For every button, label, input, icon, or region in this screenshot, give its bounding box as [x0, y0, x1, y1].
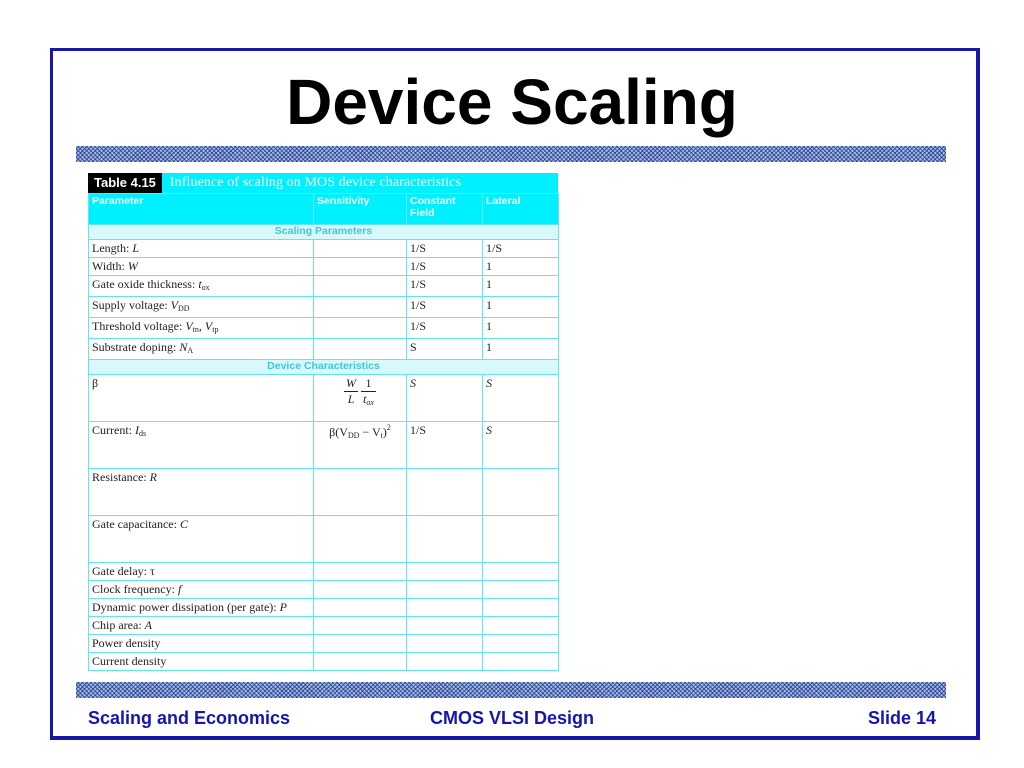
param-label: Threshold voltage: — [92, 319, 186, 333]
param-var: V — [170, 298, 179, 312]
param-label: Substrate doping: — [92, 340, 180, 354]
header-parameter: Parameter — [89, 194, 314, 225]
param-label: Resistance: — [92, 470, 150, 484]
lateral-cell — [483, 653, 559, 671]
header-sensitivity: Sensitivity — [314, 194, 407, 225]
value: S — [410, 376, 416, 390]
scaling-table — [88, 173, 558, 671]
current-formula — [314, 422, 407, 469]
lateral-cell: 1 — [483, 297, 559, 318]
table-row — [89, 276, 559, 297]
formula-superscript: 2 — [386, 423, 391, 432]
param-cell — [89, 599, 314, 617]
lateral-cell — [483, 422, 559, 469]
constant-field-cell: 1/S — [407, 240, 483, 258]
lateral-cell: 1 — [483, 318, 559, 339]
numerator: W — [346, 376, 357, 390]
table-row — [89, 469, 559, 516]
denominator-subscript: ox — [366, 398, 374, 407]
lateral-cell: 1 — [483, 258, 559, 276]
constant-field-cell — [407, 617, 483, 635]
lateral-cell — [483, 635, 559, 653]
param-cell — [89, 339, 314, 360]
param-label: Supply voltage: — [92, 298, 171, 312]
param-var: N — [179, 340, 188, 354]
param-subscript: A — [187, 346, 194, 355]
param-cell: Power density — [89, 635, 314, 653]
param-label: Dynamic power dissipation (per gate): — [92, 600, 280, 614]
sensitivity-cell — [314, 318, 407, 339]
constant-field-cell: S — [407, 339, 483, 360]
table-title: Influence of scaling on MOS device characteristics — [169, 175, 462, 190]
param-cell: Threshold voltage: $V_{tn}$, $V_{tp}$ — [89, 318, 314, 339]
table-row — [89, 375, 559, 422]
param-var: τ — [149, 564, 155, 578]
param-var: R — [149, 470, 157, 484]
sensitivity-cell — [314, 635, 407, 653]
table-body — [88, 193, 559, 671]
constant-field-cell: 1/S — [407, 318, 483, 339]
constant-field-cell — [407, 375, 483, 422]
formula-part: ) — [382, 425, 387, 439]
sensitivity-cell — [314, 599, 407, 617]
param-label: Current: — [92, 423, 135, 437]
constant-field-cell — [407, 581, 483, 599]
sensitivity-cell — [314, 297, 407, 318]
sensitivity-cell — [314, 516, 407, 563]
param-cell — [89, 581, 314, 599]
denominator: L — [347, 392, 355, 406]
param-var: C — [179, 517, 188, 531]
table-row — [89, 599, 559, 617]
table-row — [89, 563, 559, 581]
constant-field-cell — [407, 516, 483, 563]
sensitivity-cell — [314, 617, 407, 635]
constant-field-cell: 1/S — [407, 422, 483, 469]
section-row — [89, 225, 559, 240]
sensitivity-cell — [314, 276, 407, 297]
table-row — [89, 339, 559, 360]
table-caption — [88, 173, 558, 193]
lateral-cell: 1 — [483, 339, 559, 360]
param-cell — [89, 276, 314, 297]
param-label: Gate delay: — [92, 564, 150, 578]
sensitivity-cell — [314, 563, 407, 581]
table-row — [89, 422, 559, 469]
sensitivity-cell — [314, 581, 407, 599]
lateral-cell — [483, 563, 559, 581]
param-var: I — [135, 423, 139, 437]
table-row — [89, 258, 559, 276]
constant-field-cell — [407, 599, 483, 617]
param-var: L — [132, 241, 140, 255]
table-row — [89, 617, 559, 635]
constant-field-cell — [407, 653, 483, 671]
lateral-cell — [483, 469, 559, 516]
fraction-one-over-tox — [361, 376, 376, 407]
slide-title: Device Scaling — [286, 66, 738, 138]
param-cell — [89, 240, 314, 258]
param-cell — [89, 617, 314, 635]
param-subscript: ox — [201, 283, 210, 292]
top-divider — [76, 146, 946, 162]
fraction-w-over-l — [344, 376, 358, 407]
section-device-characteristics: Device Characteristics — [89, 360, 559, 375]
param-var: f — [177, 582, 182, 596]
sensitivity-cell — [314, 653, 407, 671]
param-cell — [89, 297, 314, 318]
param-cell: β — [89, 375, 314, 422]
lateral-cell — [483, 581, 559, 599]
param-var: A — [144, 618, 152, 632]
beta-formula — [314, 375, 407, 422]
sensitivity-cell — [314, 339, 407, 360]
param-var: t — [198, 277, 202, 291]
table-header-row — [89, 194, 559, 225]
formula-subscript: DD — [347, 431, 360, 440]
value: S — [486, 423, 492, 437]
param-subscript: tp — [212, 325, 219, 334]
table-row — [89, 635, 559, 653]
sensitivity-cell — [314, 240, 407, 258]
formula-part: β(V — [329, 425, 348, 439]
footer-section-title: Scaling and Economics — [88, 708, 291, 728]
section-scaling-parameters: Scaling Parameters — [89, 225, 559, 240]
param-subscript: DD — [178, 304, 190, 313]
table-row — [89, 516, 559, 563]
header-constant-field: Constant Field — [407, 194, 483, 225]
param-var: W — [127, 259, 138, 273]
param-cell — [89, 516, 314, 563]
lateral-cell — [483, 375, 559, 422]
formula-subscript: t — [380, 431, 383, 440]
param-label: Width: — [92, 259, 128, 273]
table-number: Table 4.15 — [88, 173, 162, 193]
constant-field-cell: 1/S — [407, 297, 483, 318]
param-cell — [89, 422, 314, 469]
denominator-var: t — [363, 392, 367, 406]
header-lateral: Lateral — [483, 194, 559, 225]
section-row — [89, 360, 559, 375]
lateral-cell — [483, 617, 559, 635]
numerator: 1 — [361, 376, 376, 392]
lateral-cell: 1 — [483, 276, 559, 297]
param-label: Gate capacitance: — [92, 517, 180, 531]
constant-field-cell: 1/S — [407, 258, 483, 276]
param-label: Length: — [92, 241, 133, 255]
constant-field-cell: 1/S — [407, 276, 483, 297]
param-var: V — [185, 319, 193, 333]
table-row — [89, 653, 559, 671]
param-var: P — [279, 600, 287, 614]
param-label: Clock frequency: — [92, 582, 178, 596]
footer-slide-number: Slide 14 — [867, 708, 936, 728]
value: S — [486, 376, 492, 390]
constant-field-cell — [407, 635, 483, 653]
param-cell: Current density — [89, 653, 314, 671]
lateral-cell: 1/S — [483, 240, 559, 258]
lateral-cell — [483, 516, 559, 563]
table-row — [89, 318, 559, 339]
denominator — [361, 392, 376, 407]
param-subscript: tn — [192, 325, 199, 334]
table-row — [89, 240, 559, 258]
param-label: Gate oxide thickness: — [92, 277, 199, 291]
table-row — [89, 297, 559, 318]
constant-field-cell — [407, 469, 483, 516]
formula-part: − V — [359, 425, 381, 439]
table-row — [89, 581, 559, 599]
param-label: Chip area: — [92, 618, 145, 632]
constant-field-cell — [407, 563, 483, 581]
footer-course-name: CMOS VLSI Design — [429, 708, 595, 728]
lateral-cell — [483, 599, 559, 617]
param-cell — [89, 258, 314, 276]
param-subscript: ds — [139, 429, 147, 438]
bottom-divider — [76, 682, 946, 698]
param-cell — [89, 563, 314, 581]
sensitivity-cell — [314, 469, 407, 516]
sensitivity-cell — [314, 258, 407, 276]
param-var: V — [204, 319, 213, 333]
param-cell — [89, 469, 314, 516]
